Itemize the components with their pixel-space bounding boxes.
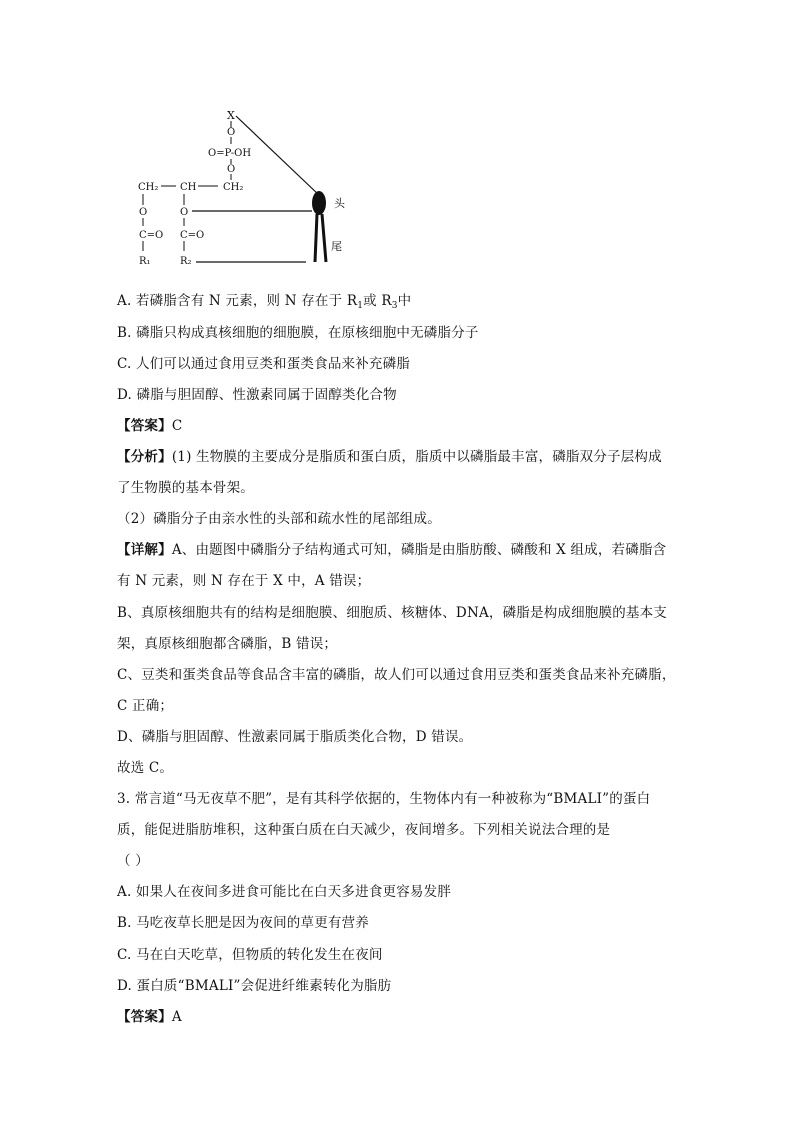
q2-option-a [117,292,411,310]
ch-label: CH [180,182,197,193]
carbonyl-mid-label: C=O [180,230,205,241]
q3-option-a: A. 如果人在夜间多进食可能比在白天多进食更容易发胖 [117,884,452,900]
q2-analysis-line: （2）磷脂分子由亲水性的头部和疏水性的尾部组成。 [117,511,441,527]
q2-detail-line [117,541,666,559]
phospholipid-diagram [128,104,360,272]
detail-tag: 【详解】 [117,542,172,558]
q3-option-c: C. 马在白天吃草，但物质的转化发生在夜间 [117,947,383,963]
option-a-text: 或 R [363,293,392,309]
answer-value: C [171,418,183,434]
q2-detail-line: 架，真原核细胞都含磷脂，B 错误； [117,636,338,652]
q2-answer [117,417,182,435]
head-label: 头 [334,197,345,210]
q2-option-c: C. 人们可以通过食用豆类和蛋类食品来补充磷脂 [117,356,411,372]
q2-conclusion: 故选 C。 [117,760,174,776]
analysis-tag: 【分析】 [117,449,172,465]
tail-label: 尾 [331,240,342,253]
q2-detail-line: B、真原核细胞共有的结构是细胞膜、细胞质、核糖体、DNA，磷脂是构成细胞膜的基本支 [117,605,668,621]
subscript: 1 [357,301,364,311]
phosphate-label: O=P-OH [208,148,252,159]
ester-oxygen-mid: O [180,207,189,218]
hydrophobic-tail-icon [315,214,317,262]
x-group-label: X [227,109,235,122]
q2-detail-line: C、豆类和蛋类食品等食品含丰富的磷脂，故人们可以通过食用豆类和蛋类食品来补充磷脂， [117,667,676,683]
answer-value: A [171,1009,182,1025]
q3-stem-line: 3. 常言道“马无夜草不肥”，是有其科学依据的，生物体内有一种被称为“BMALI”的蛋白 [117,791,651,807]
q2-option-d: D. 磷脂与胆固醇、性激素同属于固醇类化合物 [117,387,397,403]
hydrophilic-head-icon [312,191,326,215]
carbonyl-left-label: C=O [139,230,164,241]
detail-text: A、由题图中磷脂分子结构通式可知，磷脂是由脂肪酸、磷酸和 X 组成，若磷脂含 [171,542,667,558]
option-a-text: A. 若磷脂含有 N 元素，则 N 存在于 R [117,293,358,309]
option-a-text: 中 [397,293,412,309]
hydrophobic-tail-icon [322,214,326,262]
q3-answer [117,1008,182,1026]
oxygen-label: O [227,127,236,138]
subscript: 3 [391,301,398,311]
ch2-left-label: CH₂ [138,182,159,193]
q2-detail-line: C 正确； [117,698,174,714]
q3-stem-line: 质，能促进脂肪堆积，这种蛋白质在白天减少，夜间增多。下列相关说法合理的是 [117,822,611,838]
analysis-text: (1) 生物膜的主要成分是脂质和蛋白质，脂质中以磷脂最丰富，磷脂双分子层构成 [171,449,662,465]
r1-label: R₁ [139,256,151,267]
ch2-right-label: CH₂ [223,182,244,193]
q2-analysis-line [117,448,662,466]
q2-detail-line: 有 N 元素，则 N 存在于 X 中，A 错误； [117,573,371,589]
q2-analysis-line: 了生物膜的基本骨架。 [117,480,254,496]
oxygen-label: O [227,164,236,175]
ester-oxygen-left: O [139,207,148,218]
q2-detail-line: D、磷脂与胆固醇、性激素同属于脂质类化合物，D 错误。 [117,729,473,745]
r2-label: R₂ [180,256,192,267]
q3-option-b: B. 马吃夜草长肥是因为夜间的草更有营养 [117,915,370,931]
q3-answer-blank: （ ） [117,853,149,869]
answer-tag: 【答案】 [117,1009,172,1025]
phospholipid-structure-figure [128,104,360,272]
q3-option-d: D. 蛋白质“BMALI”会促进纤维素转化为脂肪 [117,978,392,994]
answer-tag: 【答案】 [117,418,172,434]
q2-option-b: B. 磷脂只构成真核细胞的细胞膜，在原核细胞中无磷脂分子 [117,325,479,341]
